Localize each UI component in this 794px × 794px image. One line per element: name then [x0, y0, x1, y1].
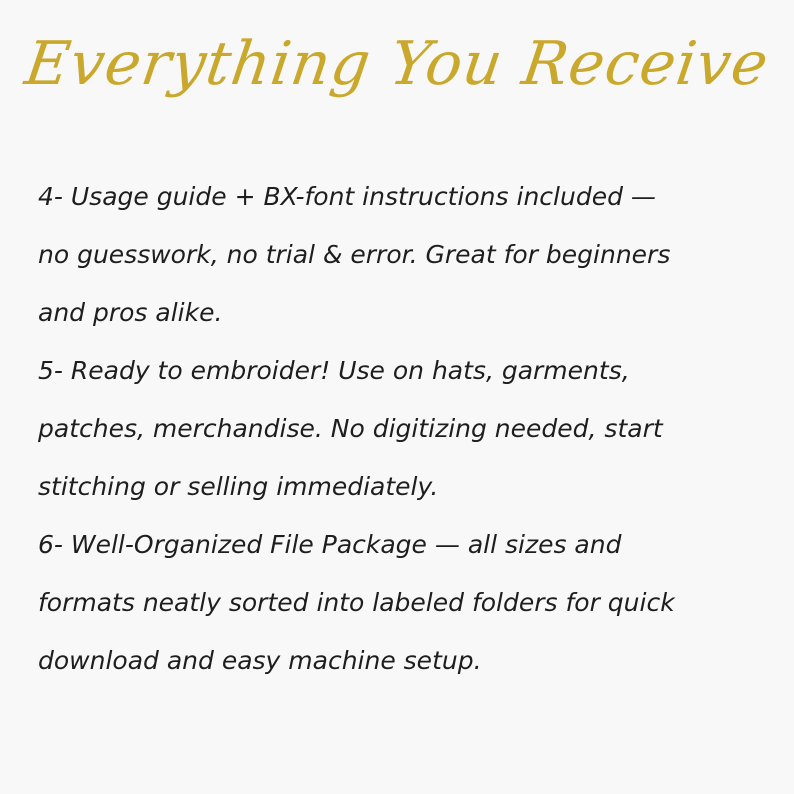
feature-item-line: and pros alike.	[38, 298, 223, 327]
page-title: Everything You Receive	[20, 29, 774, 99]
feature-item-line: no guesswork, no trial & error. Great for beginners	[38, 240, 671, 269]
feature-item-line: 4- Usage guide + BX-font instructions included —	[38, 182, 656, 211]
feature-item-line: patches, merchandise. No digitizing needed, start	[38, 414, 663, 443]
feature-item-4	[38, 168, 768, 342]
feature-item-5	[38, 342, 768, 516]
feature-item-line: formats neatly sorted into labeled folders for quick	[38, 588, 675, 617]
feature-list	[38, 168, 768, 690]
feature-item-line: stitching or selling immediately.	[38, 472, 439, 501]
feature-item-line: 6- Well-Organized File Package — all sizes and	[38, 530, 622, 559]
feature-item-6	[38, 516, 768, 690]
feature-item-line: 5- Ready to embroider! Use on hats, garments,	[38, 356, 630, 385]
feature-item-line: download and easy machine setup.	[38, 646, 482, 675]
